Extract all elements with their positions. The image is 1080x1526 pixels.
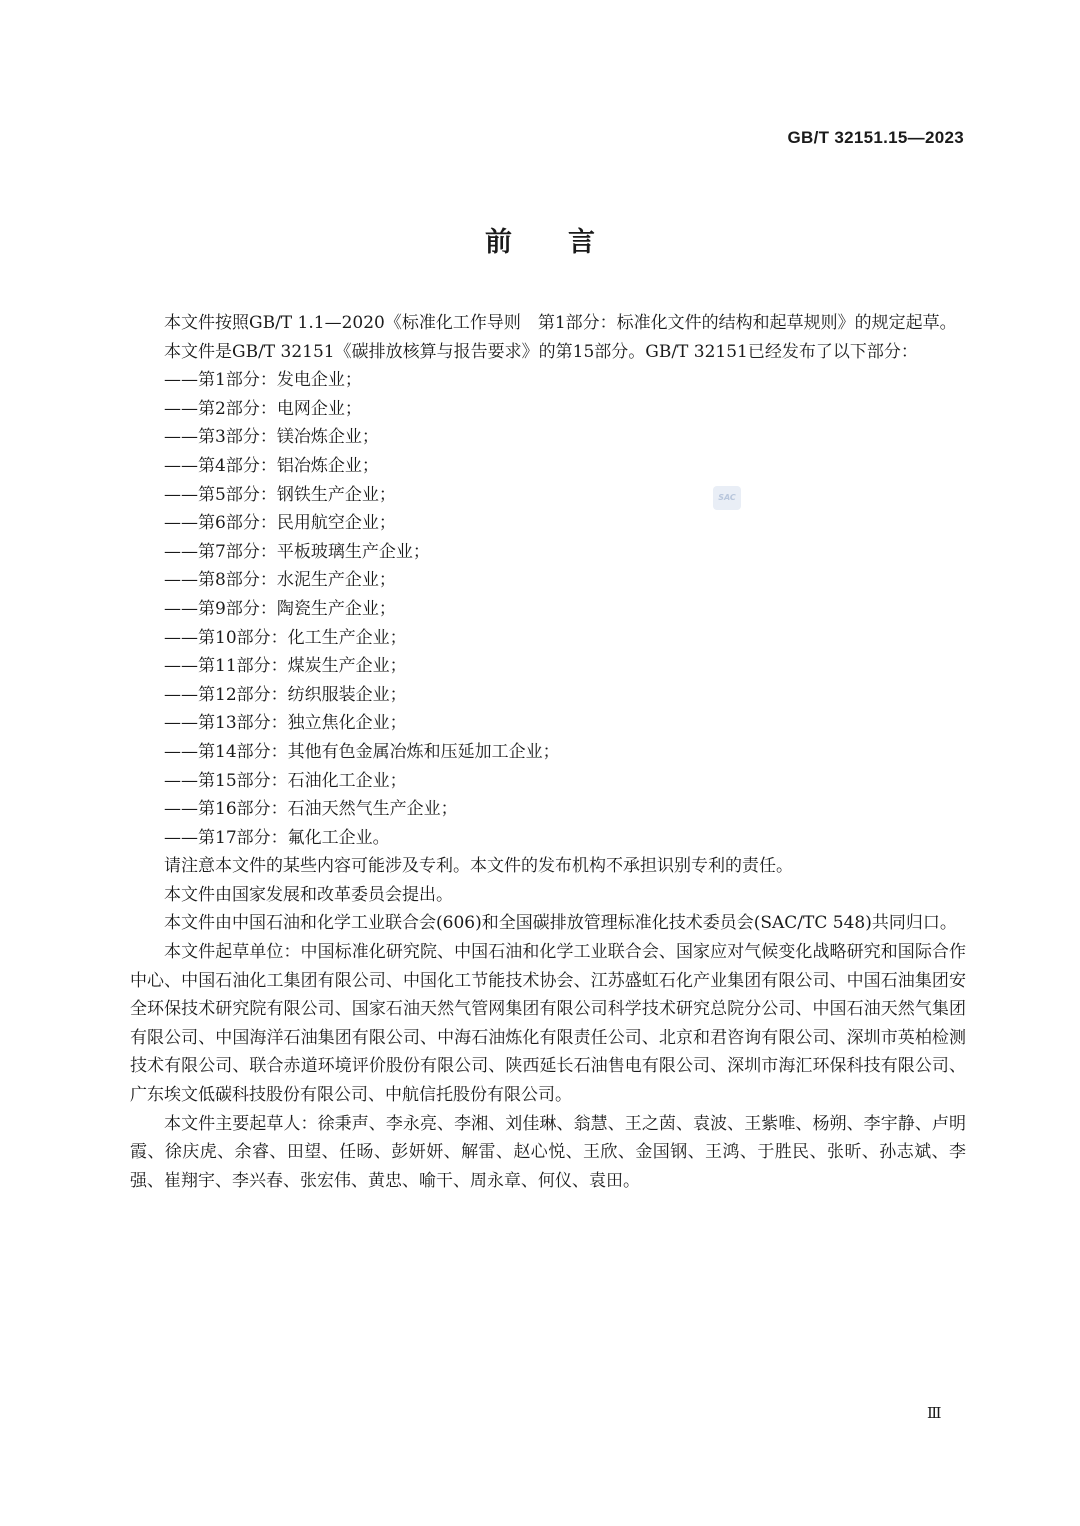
- parts-list: [130, 366, 966, 852]
- paragraph-patent-notice: 请注意本文件的某些内容可能涉及专利。本文件的发布机构不承担识别专利的责任。: [164, 856, 793, 877]
- list-item: ——第11部分：煤炭生产企业；: [164, 656, 407, 677]
- paragraph-series-intro: 本文件是GB/T 32151《碳排放核算与报告要求》的第15部分。GB/T 32151已经发布了以下部分：: [164, 341, 918, 362]
- list-item: ——第7部分：平板玻璃生产企业；: [164, 541, 430, 562]
- list-item: ——第3部分：镁冶炼企业；: [164, 427, 379, 448]
- title-char-1: 前: [485, 227, 512, 258]
- page-title: [0, 220, 1080, 259]
- paragraph-drafters: 本文件主要起草人：徐秉声、李永亮、李湘、刘佳琳、翁慧、王之茵、袁波、王紫唯、杨朔、李宇静、卢明霞、徐庆虎、余睿、田望、任旸、彭妍妍、解雷、赵心悦、王欣、金国钢、王鸿、于胜民、张昕、孙志斌、李强、崔翔宇、李兴春、张宏伟、黄忠、喻干、周永章、何仪、袁田。: [130, 1113, 966, 1191]
- list-item: ——第4部分：铝冶炼企业；: [164, 455, 379, 476]
- title-char-2: 言: [568, 227, 595, 258]
- list-item: ——第8部分：水泥生产企业；: [164, 570, 396, 591]
- paragraph-centralized-by: 本文件由中国石油和化学工业联合会(606)和全国碳排放管理标准化技术委员会(SAC/TC 548)共同归口。: [164, 913, 957, 934]
- paragraph-proposed-by: 本文件由国家发展和改革委员会提出。: [164, 884, 453, 905]
- list-item: ——第9部分：陶瓷生产企业；: [164, 598, 396, 619]
- list-item: ——第16部分：石油天然气生产企业；: [164, 799, 458, 820]
- list-item: ——第12部分：纺织服装企业；: [164, 684, 407, 705]
- list-item: ——第14部分：其他有色金属冶炼和压延加工企业；: [164, 741, 560, 762]
- paragraph-drafting-units: 本文件起草单位：中国标准化研究院、中国石油和化学工业联合会、国家应对气候变化战略研究和国际合作中心、中国石油化工集团有限公司、中国化工节能技术协会、江苏盛虹石化产业集团有限公司、中国石油集团安全环保技术研究院有限公司、国家石油天然气管网集团有限公司科学技术研究总院分公司、中国石油天然气集团有限公司、中国海洋石油集团有限公司、中海石油炼化有限责任公司、北京和君咨询有限公司、深圳市英柏检测技术有限公司、联合赤道环境评价股份有限公司、陕西延长石油售电有限公司、深圳市海汇环保科技有限公司、广东埃文低碳科技股份有限公司、中航信托股份有限公司。: [130, 942, 966, 1106]
- list-item: ——第6部分：民用航空企业；: [164, 513, 396, 534]
- sac-watermark-logo: SAC: [713, 486, 741, 510]
- list-item: ——第5部分：钢铁生产企业；: [164, 484, 396, 505]
- list-item: ——第2部分：电网企业；: [164, 398, 362, 419]
- list-item: ——第10部分：化工生产企业；: [164, 627, 407, 648]
- list-item: ——第15部分：石油化工企业；: [164, 770, 407, 791]
- list-item: ——第1部分：发电企业；: [164, 370, 362, 391]
- list-item: ——第13部分：独立焦化企业；: [164, 713, 407, 734]
- standard-code: GB/T 32151.15—2023: [787, 128, 964, 147]
- list-item: ——第17部分：氟化工企业。: [164, 827, 390, 848]
- foreword-body: [130, 309, 966, 1195]
- paragraph-drafting-rules: 本文件按照GB/T 1.1—2020《标准化工作导则 第1部分：标准化文件的结构和起草规则》的规定起草。: [164, 313, 957, 333]
- page-number: Ⅲ: [927, 1406, 941, 1422]
